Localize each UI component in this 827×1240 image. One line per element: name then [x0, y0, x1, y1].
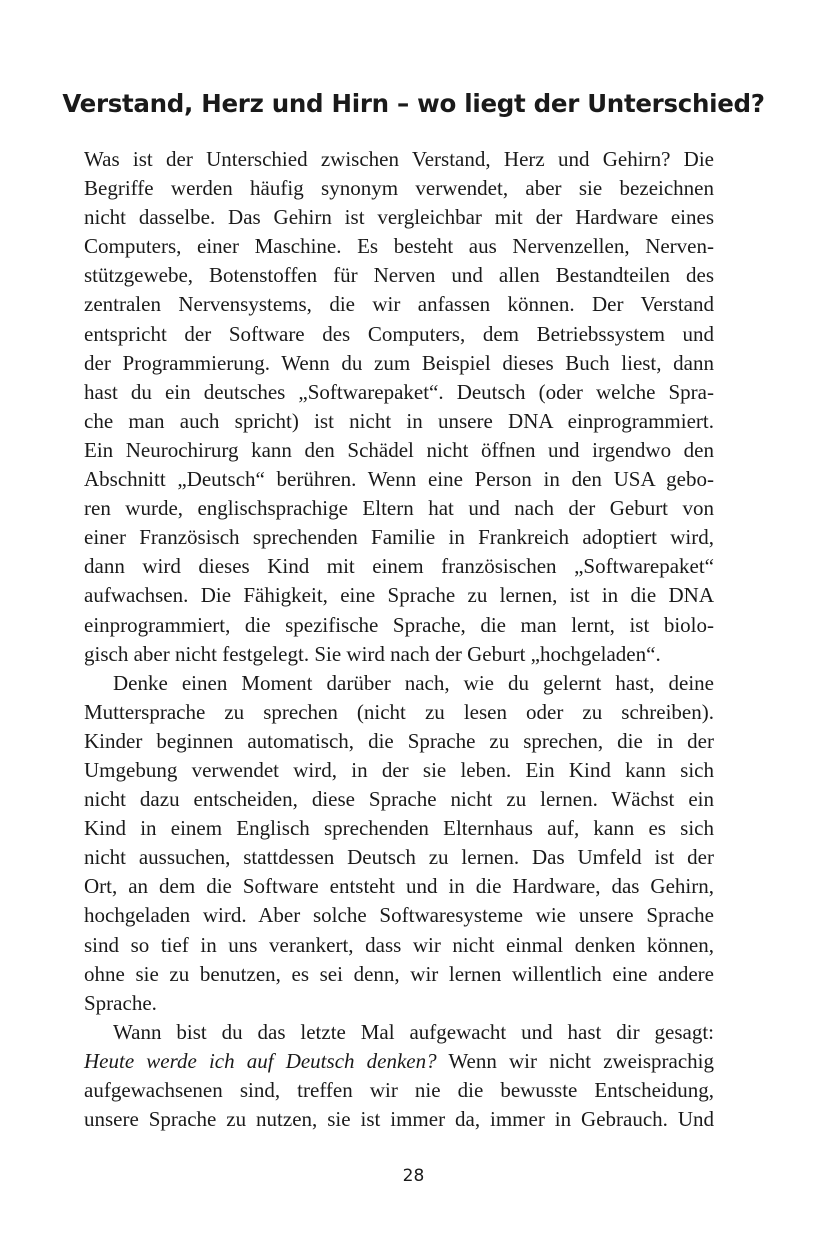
text-line: Muttersprache zu sprechen (nicht zu lesen oder zu schreiben).: [84, 699, 714, 724]
text-line: Wann bist du das letzte Mal aufgewacht und hast dir gesagt:: [113, 1019, 714, 1044]
text-line: Was ist der Unterschied zwischen Verstand, Herz und Gehirn? Die: [84, 147, 714, 171]
text-line: unsere Sprache zu nutzen, sie ist immer da, immer in Gebrauch. Und: [84, 1107, 714, 1132]
text-line: zentralen Nervensystems, die wir anfassen können. Der Verstand: [84, 292, 714, 317]
text-run: Wenn wir nicht zweisprachig: [436, 1048, 714, 1073]
italic-phrase: Heute werde ich auf Deutsch denken?: [84, 1048, 437, 1073]
text-line: dann wird dieses Kind mit einem französischen „Softwarepaket“: [84, 554, 714, 579]
chapter-title: Verstand, Herz und Hirn – wo liegt der Unterschied?: [62, 89, 765, 118]
text-line: einprogrammiert, die spezifische Sprache, die man lernt, ist biolo-: [84, 612, 714, 637]
text-line: aufwachsen. Die Fähigkeit, eine Sprache zu lernen, ist in die DNA: [84, 583, 714, 608]
text-line: ohne sie zu benutzen, es sei denn, wir lernen willentlich eine andere: [84, 961, 714, 986]
text-line: nicht dazu entscheiden, diese Sprache nicht zu lernen. Wächst ein: [84, 787, 714, 812]
text-line: Ein Neurochirurg kann den Schädel nicht öffnen und irgendwo den: [84, 437, 714, 462]
text-line: nicht dasselbe. Das Gehirn ist vergleichbar mit der Hardware eines: [84, 205, 714, 230]
text-line: entspricht der Software des Computers, dem Betriebssystem und: [84, 321, 714, 346]
body-text: [84, 145, 714, 1134]
text-line: der Programmierung. Wenn du zum Beispiel dieses Buch liest, dann: [84, 350, 714, 375]
text-line: Computers, einer Maschine. Es besteht aus Nervenzellen, Nerven-: [84, 234, 714, 259]
text-line-italic: [84, 1047, 714, 1076]
text-line: stützgewebe, Botenstoffen für Nerven und allen Bestandteilen des: [84, 263, 714, 288]
text-line: ren wurde, englischsprachige Eltern hat und nach der Geburt von: [84, 496, 714, 521]
text-line: che man auch spricht) ist nicht in unsere DNA einprogrammiert.: [84, 408, 714, 433]
text-line: Ort, an dem die Software entsteht und in die Hardware, das Gehirn,: [84, 874, 714, 899]
text-line: Umgebung verwendet wird, in der sie leben. Ein Kind kann sich: [84, 757, 714, 782]
text-line: hast du ein deutsches „Softwarepaket“. Deutsch (oder welche Spra-: [84, 379, 714, 404]
text-line: Abschnitt „Deutsch“ berühren. Wenn eine Person in den USA gebo-: [84, 467, 714, 492]
text-line: Kind in einem Englisch sprechenden Elternhaus auf, kann es sich: [84, 816, 714, 841]
text-line: einer Französisch sprechenden Familie in Frankreich adoptiert wird,: [84, 525, 714, 550]
text-line: gisch aber nicht festgelegt. Sie wird nach der Geburt „hochgeladen“.: [84, 641, 661, 666]
page-number: 28: [402, 1166, 425, 1186]
text-line: aufgewachsenen sind, treffen wir nie die bewusste Entscheidung,: [84, 1078, 714, 1102]
text-line: sind so tief in uns verankert, dass wir nicht einmal denken können,: [84, 932, 714, 957]
text-line: Sprache.: [84, 990, 157, 1015]
text-line: Denke einen Moment darüber nach, wie du gelernt hast, deine: [113, 670, 714, 695]
text-line: Kinder beginnen automatisch, die Sprache zu sprechen, die in der: [84, 728, 714, 753]
text-line: Begriffe werden häufig synonym verwendet, aber sie bezeichnen: [84, 176, 714, 201]
text-line: nicht aussuchen, stattdessen Deutsch zu lernen. Das Umfeld ist der: [84, 845, 714, 870]
text-line: hochgeladen wird. Aber solche Softwaresysteme wie unsere Sprache: [84, 903, 714, 928]
